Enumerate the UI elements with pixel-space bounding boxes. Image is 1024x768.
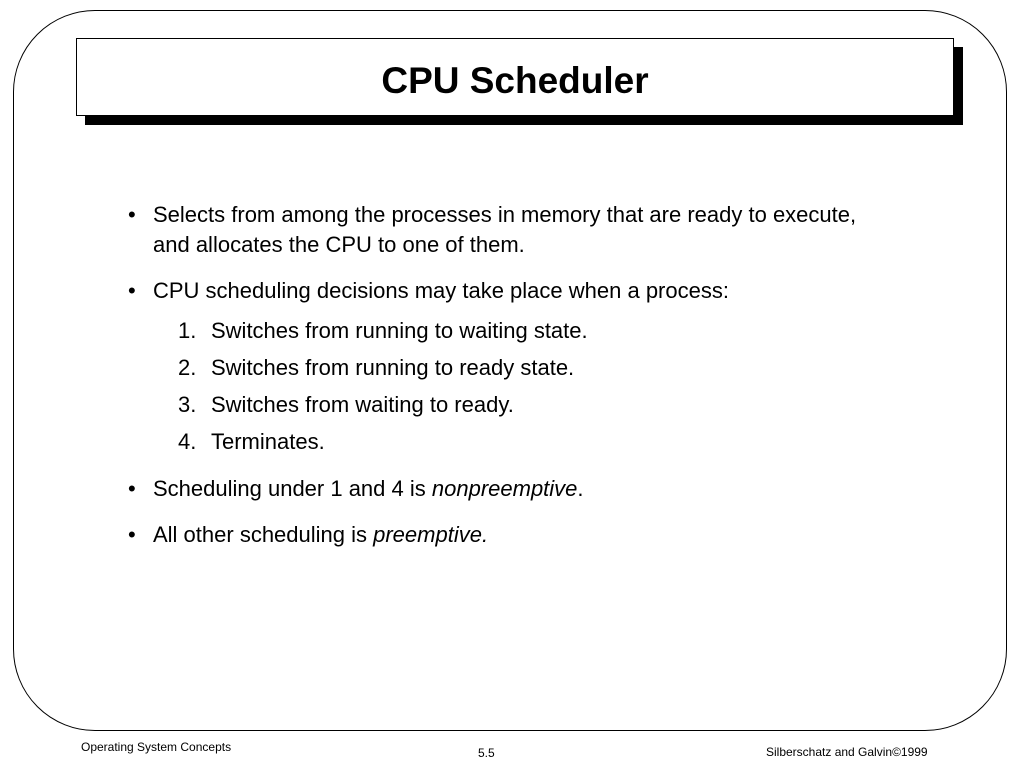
item-text: Switches from waiting to ready. xyxy=(211,392,514,417)
numbered-list xyxy=(178,312,888,460)
bullet-item xyxy=(128,276,888,306)
emphasis-term: nonpreemptive xyxy=(431,476,578,501)
numbered-item xyxy=(178,349,888,386)
bullet-text-plain: Scheduling under 1 and 4 is xyxy=(153,476,432,501)
bullet-item xyxy=(128,520,888,550)
bullet-dot: • xyxy=(128,476,136,501)
item-number: 4. xyxy=(178,429,197,454)
numbered-item xyxy=(178,423,888,460)
bullet-dot: • xyxy=(128,278,136,303)
footer-copyright: Silberschatz and Galvin©1999 xyxy=(766,745,928,759)
slide-title: CPU Scheduler xyxy=(381,60,649,101)
numbered-item xyxy=(178,386,888,423)
bullet-dot: • xyxy=(128,202,136,227)
bullet-text-plain: All other scheduling is xyxy=(153,522,374,547)
bullet-text: Selects from among the processes in memory that are ready to execute, and allocates the CPU to one of them. xyxy=(153,202,857,257)
bullet-text xyxy=(153,520,888,550)
bullet-dot: • xyxy=(128,522,136,547)
item-number: 2. xyxy=(178,355,197,380)
item-text: Switches from running to ready state. xyxy=(211,355,575,380)
footer-page-number: 5.5 xyxy=(478,746,495,760)
title-box xyxy=(76,38,954,116)
emphasis-term: preemptive. xyxy=(373,522,489,547)
item-text: Terminates. xyxy=(211,429,325,454)
footer-course-title: Operating System Concepts xyxy=(81,740,232,754)
item-number: 1. xyxy=(178,318,197,343)
bullet-text xyxy=(153,474,888,504)
slide-content xyxy=(128,200,888,566)
numbered-item xyxy=(178,312,888,349)
bullet-text-plain: . xyxy=(577,476,584,501)
bullet-item xyxy=(128,474,888,504)
bullet-text: CPU scheduling decisions may take place when a process: xyxy=(153,278,729,303)
bullet-item xyxy=(128,200,888,260)
item-number: 3. xyxy=(178,392,197,417)
item-text: Switches from running to waiting state. xyxy=(211,318,588,343)
